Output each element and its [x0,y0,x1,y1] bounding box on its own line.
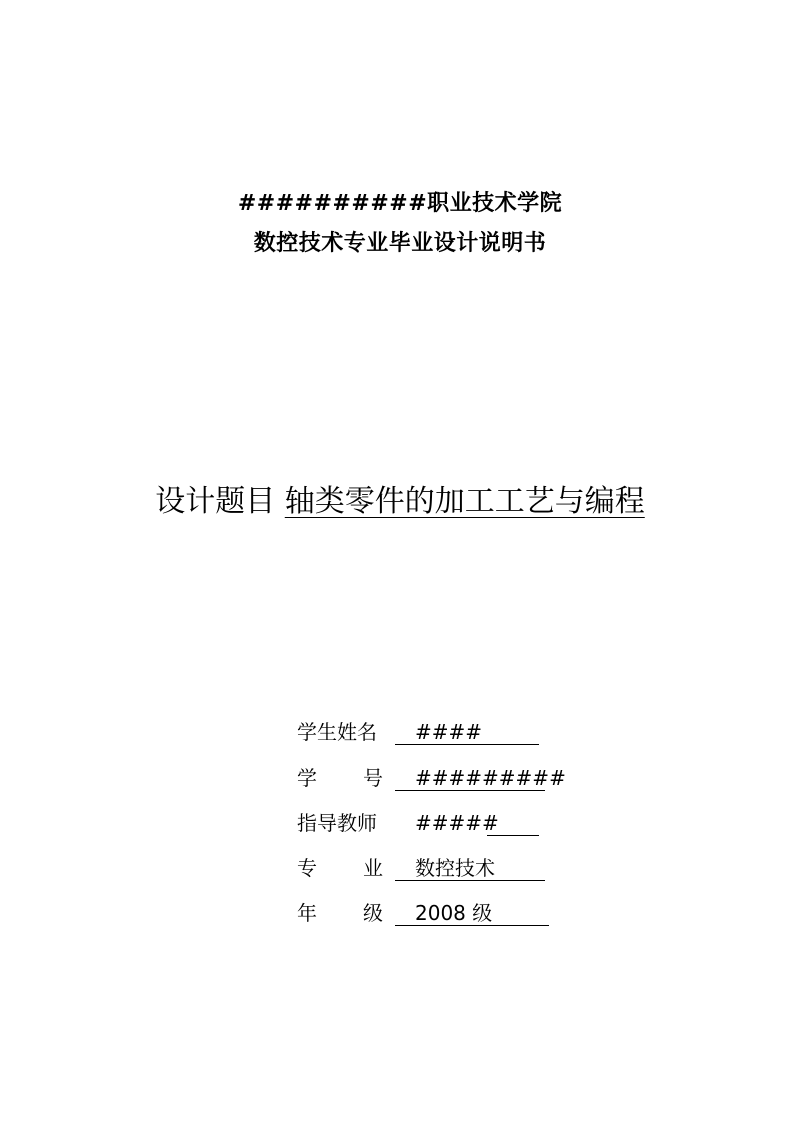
student-id-label: 学 号 [297,766,383,790]
student-name-value: #### [415,720,483,744]
student-id-value: ######### [415,766,566,790]
advisor-label: 指导教师 [297,811,377,835]
grade-value: 2008 级 [415,901,493,925]
advisor-value: ##### [415,811,499,835]
grade-label: 年 级 [297,901,383,925]
advisor-underline [487,835,539,836]
document-title: 数控技术专业毕业设计说明书 [253,231,547,256]
design-topic-label: 设计题目 [155,484,276,519]
student-name-label: 学生姓名 [297,720,377,744]
major-value: 数控技术 [415,856,495,880]
school-name: ##########职业技术学院 [237,191,563,216]
design-topic [0,482,800,522]
design-topic-value: 轴类零件的加工工艺与编程 [284,484,645,519]
major-label: 专 业 [297,856,383,880]
